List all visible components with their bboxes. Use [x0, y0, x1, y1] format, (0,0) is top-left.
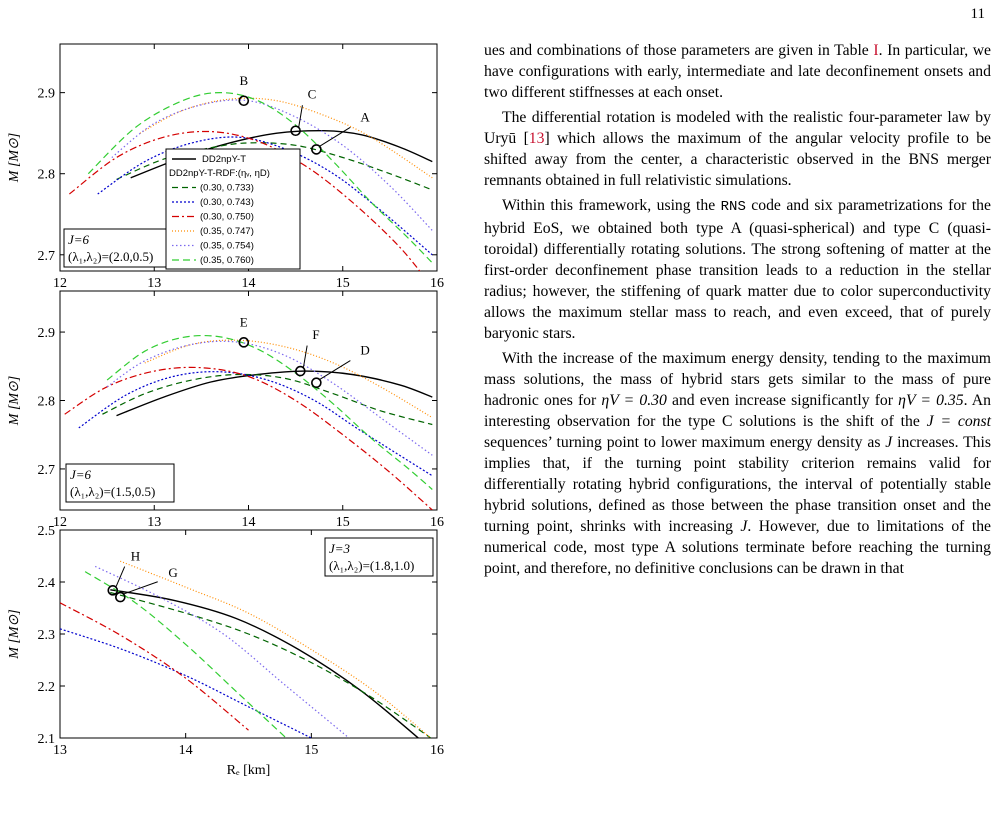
- panel-2-xtick-label-4: 16: [430, 515, 444, 530]
- legend-title: DD2npY-T: [202, 154, 247, 165]
- math-j-const: J = const: [926, 413, 991, 430]
- panel-1-ytick-label-1: 2.8: [37, 167, 55, 183]
- panel-2-series-2: [79, 372, 433, 476]
- panel-2-ytick-label-1: 2.8: [37, 394, 55, 410]
- panel-3-ytick-label-3: 2.4: [37, 576, 55, 591]
- math-eta-030: ηV = 0.30: [601, 392, 667, 409]
- panel-2-arrow-F: [303, 346, 307, 369]
- paragraph-4: [484, 348, 991, 579]
- page-number: 11: [970, 6, 985, 22]
- panel-1-ytick-label-0: 2.7: [37, 248, 55, 264]
- math-j-2: J: [740, 518, 748, 535]
- panel-1-annotation-lambda: (λ₁,λ₂)=(2.0,0.5): [68, 249, 154, 264]
- panel-2-xtick-label-2: 14: [241, 515, 256, 530]
- panel-1-arrow-C: [299, 105, 303, 128]
- panel-2-point-label-D: D: [360, 342, 370, 358]
- legend-subtitle: DD2npY-T-RDF:(ηᵥ, ηD): [169, 168, 270, 179]
- panel-3-ytick-label-1: 2.2: [37, 680, 55, 695]
- paragraph-2-text-a: The differential rotation is modeled with the realistic four-parameter law by Uryū [: [484, 109, 991, 147]
- panel-2-series-0: [117, 371, 433, 416]
- paragraph-2: [484, 107, 991, 191]
- paragraph-3-text-a: Within this framework, using the: [502, 197, 721, 214]
- panel-2-ylabel: M [M⊙]: [7, 375, 22, 426]
- panel-3-annotation-lambda: (λ₁,λ₂)=(1.8,1.0): [329, 558, 415, 573]
- panel-3-series-4: [120, 561, 430, 738]
- panel-3-annotation-j: J=3: [329, 541, 351, 556]
- panel-1-xtick-label-3: 15: [335, 276, 350, 291]
- panel-1-xtick-label-2: 14: [241, 276, 256, 291]
- panel-3-point-label-H: H: [130, 548, 141, 564]
- panel-3-ytick-label-4: 2.5: [37, 524, 55, 539]
- panel-2-point-label-E: E: [239, 314, 248, 330]
- panel-3-ytick-label-0: 2.1: [37, 732, 55, 747]
- paragraph-3: [484, 195, 991, 344]
- panel-2-annotation-j: J=6: [70, 467, 92, 482]
- panel-1-ylabel: M [M⊙]: [7, 132, 22, 183]
- panel-3-series-3: [60, 603, 249, 730]
- paragraph-4-text-c: . An interesting observation for the type C solutions is the shift of the: [484, 392, 991, 430]
- panel-3-xtick-label-2: 15: [304, 743, 319, 758]
- panel-3-xlabel: Rₑ [km]: [226, 763, 271, 778]
- panel-3-point-label-G: G: [168, 565, 178, 581]
- panel-2-xtick-label-1: 13: [147, 515, 162, 530]
- panel-1-annotation-j: J=6: [68, 232, 90, 247]
- panel-1-xtick-label-4: 16: [430, 276, 444, 291]
- text-column: [484, 40, 991, 583]
- paragraph-4-text-e: increases. This implies that, if the turning point stability criterion remains valid for differentially rotating hybrid configurations, the interval of potentially stable hybrid solutions, defined as those between the phase transition onset and the turning point, shrinks with increasing: [484, 434, 991, 535]
- panel-1-point-label-C: C: [307, 86, 317, 102]
- panel-3-xtick-label-1: 14: [178, 743, 193, 758]
- legend-entry-5: (0.35, 0.754): [200, 240, 254, 252]
- panel-1-xtick-label-0: 12: [53, 276, 67, 291]
- legend-entry-1: (0.30, 0.733): [200, 182, 254, 194]
- math-eta-035: ηV = 0.35: [898, 392, 964, 409]
- panel-3-series-1: [110, 592, 430, 738]
- paragraph-3-text-b: code and six parametrizations for the hybrid EoS, we obtained both type A (quasi-spherical) and type C (quasi-toroidal) differentially rotating solutions. The strong softening of matter at the first-order deconfinement phase transition leads to a reduction in the stellar radius; however, the stiffening of quark matter due to color superconductivity allows the maximum stellar mass to reach, and even exceed, that of purely baryonic stars.: [484, 197, 991, 342]
- legend-entry-6: (0.35, 0.760): [200, 255, 254, 266]
- paragraph-4-text-f: . However, due to limitations of the numerical code, most type A solutions terminate before reaching the turning point, and therefore, no definitive conclusions can be drawn in that: [484, 518, 991, 577]
- panel-2-xtick-label-3: 15: [335, 515, 350, 530]
- panel-2-xtick-label-0: 12: [53, 515, 67, 530]
- panel-3-xtick-label-3: 16: [430, 743, 444, 758]
- panel-1-point-label-B: B: [239, 72, 249, 88]
- panel-2-arrow-D: [319, 361, 350, 380]
- panel-3-series-5: [95, 566, 349, 738]
- panel-3-series-2: [60, 629, 311, 738]
- panel-2-ytick-label-0: 2.7: [37, 462, 55, 478]
- panel-3-ylabel: M [M⊙]: [7, 609, 22, 659]
- legend-entry-3: (0.30, 0.750): [200, 211, 254, 223]
- paragraph-1: [484, 40, 991, 103]
- legend-entry-4: (0.35, 0.747): [200, 226, 254, 237]
- panel-2-point-label-F: F: [312, 327, 320, 343]
- paragraph-2-text-b: ] which allows the maximum of the angular velocity profile to be shifted away from the center, a characteristic observed in the BNS merger remnants obtained in full relativistic simulations.: [484, 130, 991, 189]
- panel-3-ytick-label-2: 2.3: [37, 628, 55, 643]
- citation-link[interactable]: 13: [528, 130, 545, 147]
- figure-svg: [0, 0, 470, 818]
- panel-1-point-label-A: A: [360, 109, 370, 125]
- math-j: J: [885, 434, 893, 451]
- panel-1-ytick-label-2: 2.9: [37, 86, 55, 102]
- panel-2-annotation-lambda: (λ₁,λ₂)=(1.5,0.5): [70, 484, 156, 499]
- figure: [0, 0, 470, 818]
- table-ref-link[interactable]: I: [873, 42, 879, 59]
- paragraph-4-text-b: and even increase significantly for: [666, 392, 899, 409]
- panel-3-xtick-label-0: 13: [53, 743, 67, 758]
- paragraph-4-text-d: sequences’ turning point to lower maximum energy density as: [484, 434, 886, 451]
- paragraph-4-text-a: With the increase of the maximum energy density, tending to the maximum mass solutions, the mass of hybrid stars gets similar to the mass of pure hadronic ones for: [484, 350, 991, 409]
- panel-2-ytick-label-2: 2.9: [37, 326, 55, 342]
- legend-entry-2: (0.30, 0.743): [200, 197, 254, 208]
- paragraph-1-text-b: . In particular, we have configurations with early, intermediate and late deconfinement onsets and two different stiffnesses at each onset.: [484, 42, 991, 101]
- panel-2-series-1: [102, 374, 432, 424]
- panel-3-arrow-G: [123, 582, 157, 594]
- panel-1-xtick-label-1: 13: [147, 276, 162, 291]
- code-name: RNS: [720, 199, 746, 215]
- paragraph-1-text-a: ues and combinations of those parameters are given in Table: [484, 42, 874, 59]
